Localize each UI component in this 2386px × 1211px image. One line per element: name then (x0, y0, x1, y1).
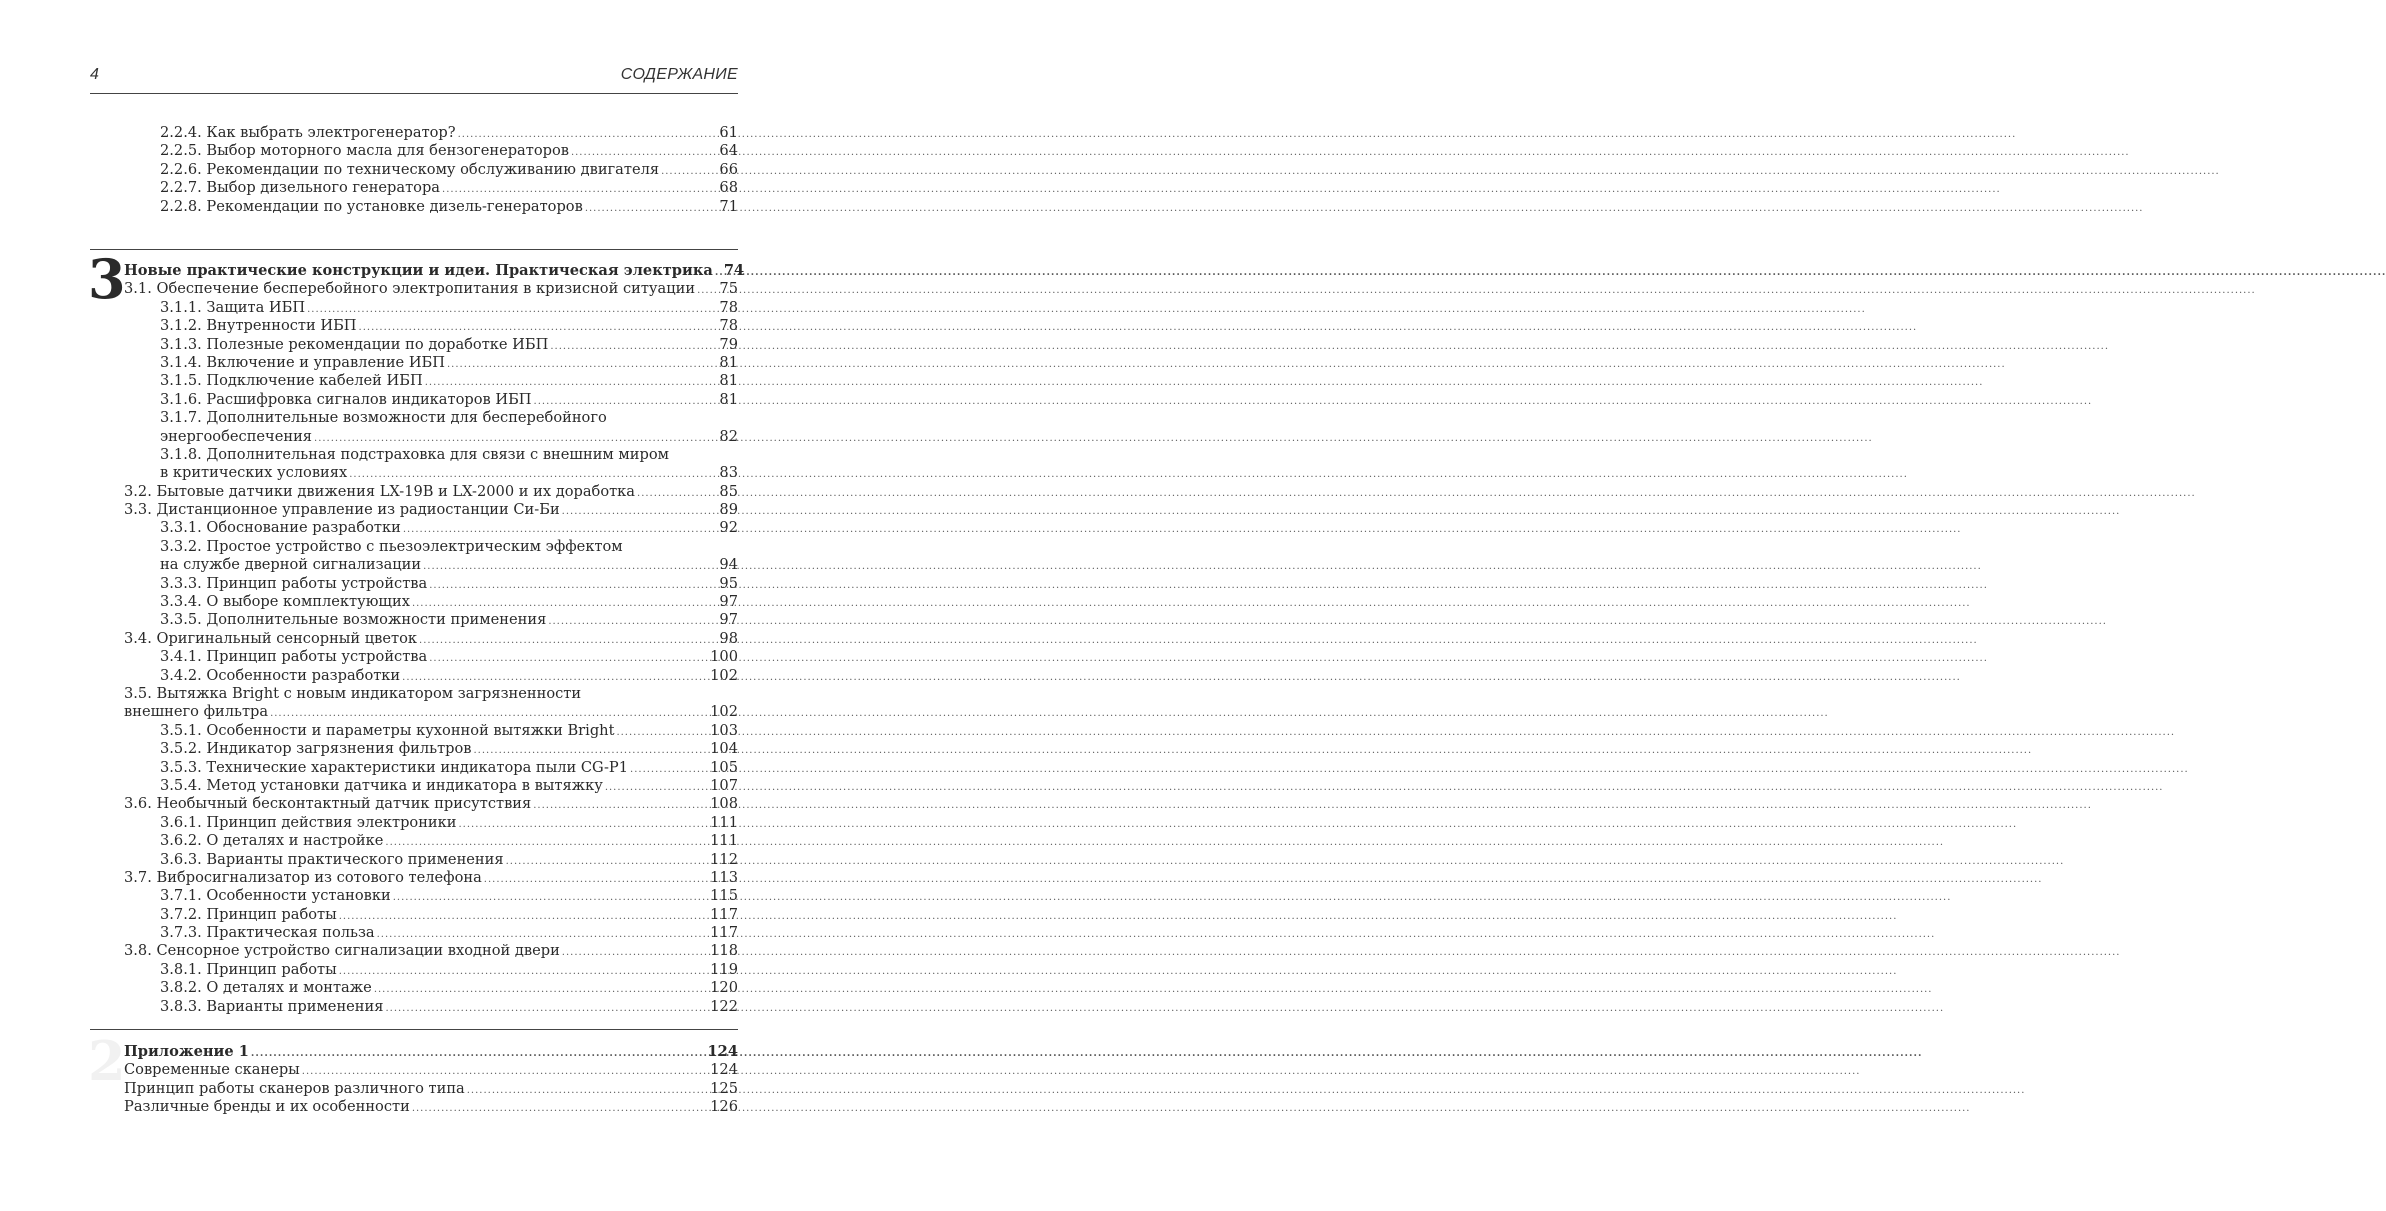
toc-entry-title: 3.3. Дистанционное управление из радиостанции Си-Би (124, 501, 560, 519)
toc-entry-title: 3.5.3. Технические характеристики индикатора пыли CG-P1 (160, 758, 629, 776)
toc-entry (124, 703, 738, 721)
toc-entry (124, 1061, 738, 1079)
toc-entry (124, 961, 738, 979)
toc-entry-title: 3.5.1. Особенности и параметры кухонной вытяжки Bright (160, 721, 615, 739)
toc-entry (160, 124, 738, 142)
toc-entry (124, 795, 738, 813)
toc-entry (124, 317, 738, 335)
toc-entry-title: 2.2.6. Рекомендации по техническому обслуживанию двигателя (160, 160, 660, 178)
toc-entry (124, 924, 738, 942)
toc-entry-page: 61 (719, 124, 738, 141)
toc-entry (124, 887, 738, 905)
toc-entry-title: 2.2.7. Выбор дизельного генератора (160, 179, 441, 197)
toc-entry-page: 120 (710, 979, 738, 997)
toc-entry-title: 3.1.4. Включение и управление ИБП (160, 353, 445, 371)
toc-entry (124, 740, 738, 758)
toc-entry (124, 538, 738, 556)
toc-entry-page: 126 (710, 1098, 738, 1116)
toc-entry-page: 104 (710, 740, 738, 758)
toc-entry (124, 354, 738, 372)
toc-entry-page: 111 (710, 813, 738, 831)
toc-entry-title: внешнего фильтра (124, 703, 269, 721)
toc-entry-page: 82 (719, 427, 738, 445)
dot-leader (385, 1000, 709, 1018)
toc-entry-title: 3.8.3. Варианты применения (160, 997, 384, 1015)
toc-entry-page: 66 (719, 160, 738, 178)
header-rule (90, 93, 738, 94)
toc-entry-page: 103 (710, 721, 738, 739)
toc-entry (124, 299, 738, 317)
toc-entry-title: энергообеспечения (160, 427, 313, 445)
toc-entry-page: 68 (719, 179, 738, 197)
toc-entry (124, 556, 738, 574)
toc-entry (124, 979, 738, 997)
toc-entry-title: 3.3.1. Обоснование разработки (160, 519, 401, 537)
toc-entry (124, 483, 738, 501)
toc-entry-title: 3.2. Бытовые датчики движения LX-19B и LX-2000 и их доработка (124, 482, 636, 500)
toc-entry (124, 519, 738, 537)
toc-entry (124, 1080, 738, 1098)
toc-entry-title: 3.1.5. Подключение кабелей ИБП (160, 372, 423, 390)
toc-entry (124, 372, 738, 390)
toc-entry-title: 3.8.2. О деталях и монтаже (160, 979, 372, 997)
chapter3-number: 3 (88, 247, 126, 311)
toc-entry-title: 3.6.2. О деталях и настройке (160, 832, 384, 850)
toc-entry-title: 3.7.1. Особенности установки (160, 887, 391, 905)
toc-entry-page: 97 (719, 593, 738, 611)
toc-entry-title: 2.2.4. Как выбрать электрогенератор? (160, 124, 456, 141)
toc-entry-title: 3.7.3. Практическая польза (160, 924, 375, 942)
toc-entry-page: 115 (710, 887, 738, 905)
toc-entry (124, 648, 738, 666)
toc-entry-page: 81 (719, 353, 738, 371)
toc-entry (124, 851, 738, 869)
toc-entry-title: 2.2.8. Рекомендации по установке дизель-генераторов (160, 197, 583, 215)
toc-entry (124, 262, 745, 280)
toc-entry-title: 3.1.2. Внутренности ИБП (160, 317, 357, 335)
toc-entry-page: 124 (710, 1061, 738, 1079)
toc-entry-page: 85 (719, 482, 738, 500)
toc-entry (124, 998, 738, 1016)
toc-entry (124, 685, 738, 703)
page-number: 4 (90, 66, 99, 83)
toc-entry-title: в критических условиях (160, 464, 348, 482)
toc-entry-title: 3.6.3. Варианты практического применения (160, 850, 504, 868)
toc-entry-page: 105 (710, 758, 738, 776)
toc-entry-page: 98 (719, 629, 738, 647)
toc-entry-page: 78 (719, 298, 738, 316)
toc-entry (160, 179, 738, 197)
toc-entry-page: 113 (710, 868, 738, 886)
toc-entry-title: 3.8.1. Принцип работы (160, 960, 337, 978)
toc-entry (124, 630, 738, 648)
toc-entry (124, 1098, 738, 1116)
toc-entry-title: 3.1.6. Расшифровка сигналов индикаторов ИБП (160, 390, 532, 408)
toc-entry-page: 94 (719, 556, 738, 574)
toc-entry (124, 832, 738, 850)
toc-entry-page: 117 (710, 905, 738, 923)
toc-entry-title: 3.1.3. Полезные рекомендации по доработке ИБП (160, 335, 549, 353)
toc-entry-title: 3.6.1. Принцип действия электроники (160, 813, 457, 831)
toc-entry (124, 446, 738, 464)
dot-leader (585, 200, 719, 218)
toc-entry-page: 107 (710, 776, 738, 794)
toc-entry-page: 92 (719, 519, 738, 537)
toc-entry-title: 3.6. Необычный бесконтактный датчик присутствия (124, 795, 532, 813)
toc-entry-page: 119 (710, 960, 738, 978)
toc-entry-page: 81 (719, 372, 738, 390)
toc-entry-page: 125 (710, 1079, 738, 1097)
toc-entry-title: Различные бренды и их особенности (124, 1098, 410, 1116)
toc-entry-title: 2.2.5. Выбор моторного масла для бензогенераторов (160, 142, 569, 160)
toc-entry (124, 814, 738, 832)
toc-entry-title: 3.5.2. Индикатор загрязнения фильтров (160, 740, 472, 758)
dot-leader (412, 1100, 709, 1118)
toc-entry-title: 3.4.2. Особенности разработки (160, 666, 401, 684)
toc-entry (124, 409, 738, 427)
toc-entry (124, 501, 738, 519)
toc-entry-title: Принцип работы сканеров различного типа (124, 1079, 465, 1097)
toc-entry-page: 124 (707, 1043, 738, 1060)
toc-entry (124, 942, 738, 960)
toc-entry-page: 97 (719, 611, 738, 629)
toc-entry-page: 79 (719, 335, 738, 353)
toc-entry-title: 3.5. Вытяжка Bright с новым индикатором загрязненности (124, 684, 582, 702)
toc-entry-page: 117 (710, 924, 738, 942)
toc-entry-title: 3.1.1. Защита ИБП (160, 298, 306, 316)
chapter3-rule (90, 249, 738, 250)
toc-entry-page: 100 (710, 648, 738, 666)
toc-entry-page: 108 (710, 795, 738, 813)
toc-entry-page: 74 (723, 262, 745, 279)
toc-entry-title: 3.7.2. Принцип работы (160, 905, 337, 923)
running-header (90, 66, 738, 90)
toc-entry-page: 95 (719, 574, 738, 592)
toc-entry-title: 3.7. Вибросигнализатор из сотового телефона (124, 868, 482, 886)
toc-entry-title: 3.4. Оригинальный сенсорный цветок (124, 629, 418, 647)
toc-entry (160, 142, 738, 160)
toc-entry (124, 280, 738, 298)
toc-entry (124, 593, 738, 611)
toc-entry (124, 391, 738, 409)
toc-entry-page: 81 (719, 390, 738, 408)
toc-entry (124, 722, 738, 740)
appendix-rule (90, 1029, 738, 1030)
running-header-title: СОДЕРЖАНИЕ (620, 66, 738, 83)
toc-entry-title: на службе дверной сигнализации (160, 556, 422, 574)
toc-entry-page: 102 (710, 666, 738, 684)
toc-entry (124, 575, 738, 593)
toc-entry-title: Приложение 1 (124, 1043, 249, 1060)
toc-entry-page: 83 (719, 464, 738, 482)
toc-entry-page: 71 (719, 197, 738, 215)
toc-entry (124, 869, 738, 887)
toc-entry-title: 3.3.5. Дополнительные возможности применения (160, 611, 547, 629)
toc-entry-title: Новые практические конструкции и идеи. Практическая электрика (124, 262, 713, 279)
toc-entry (160, 198, 738, 216)
toc-entry (124, 777, 738, 795)
toc-entry-page: 64 (719, 142, 738, 160)
toc-entry-title: Современные сканеры (124, 1061, 300, 1079)
toc-entry-title: 3.3.4. О выборе комплектующих (160, 593, 410, 611)
toc-entry (124, 336, 738, 354)
toc-entry-title: 3.1.8. Дополнительная подстраховка для связи с внешним миром (160, 445, 669, 463)
toc-entry (124, 611, 738, 629)
toc-entry (124, 1043, 738, 1061)
toc-entry (124, 759, 738, 777)
toc-entry (124, 464, 738, 482)
appendix-number: 2 (88, 1029, 126, 1093)
toc-entry-page: 102 (710, 703, 738, 721)
chapter3-section (124, 262, 745, 1016)
toc-entry-title: 3.1.7. Дополнительные возможности для бесперебойного (160, 409, 607, 427)
toc-entry-page: 75 (719, 280, 738, 298)
toc-entry (124, 667, 738, 685)
toc-entry-title: 3.8. Сенсорное устройство сигнализации входной двери (124, 942, 560, 960)
toc-entry-title: 3.5.4. Метод установки датчика и индикатора в вытяжку (160, 776, 603, 794)
toc-entry-page: 89 (719, 501, 738, 519)
toc-entry-title: 3.3.2. Простое устройство с пьезоэлектрическим эффектом (160, 537, 623, 555)
appendix-section (124, 1043, 738, 1117)
toc-entry-page: 78 (719, 317, 738, 335)
toc-entry-page: 122 (710, 997, 738, 1015)
toc-entry (124, 906, 738, 924)
toc-entry-title: 3.3.3. Принцип работы устройства (160, 574, 428, 592)
toc-entry-page: 111 (710, 832, 738, 850)
toc-entry (124, 428, 738, 446)
chapter2-tail-section (160, 124, 738, 216)
toc-entry-page: 118 (710, 942, 738, 960)
toc-entry-title: 3.1. Обеспечение бесперебойного электропитания в кризисной ситуации (124, 280, 696, 298)
toc-entry-title: 3.4.1. Принцип работы устройства (160, 648, 428, 666)
toc-entry-page: 112 (710, 850, 738, 868)
toc-entry (160, 161, 738, 179)
